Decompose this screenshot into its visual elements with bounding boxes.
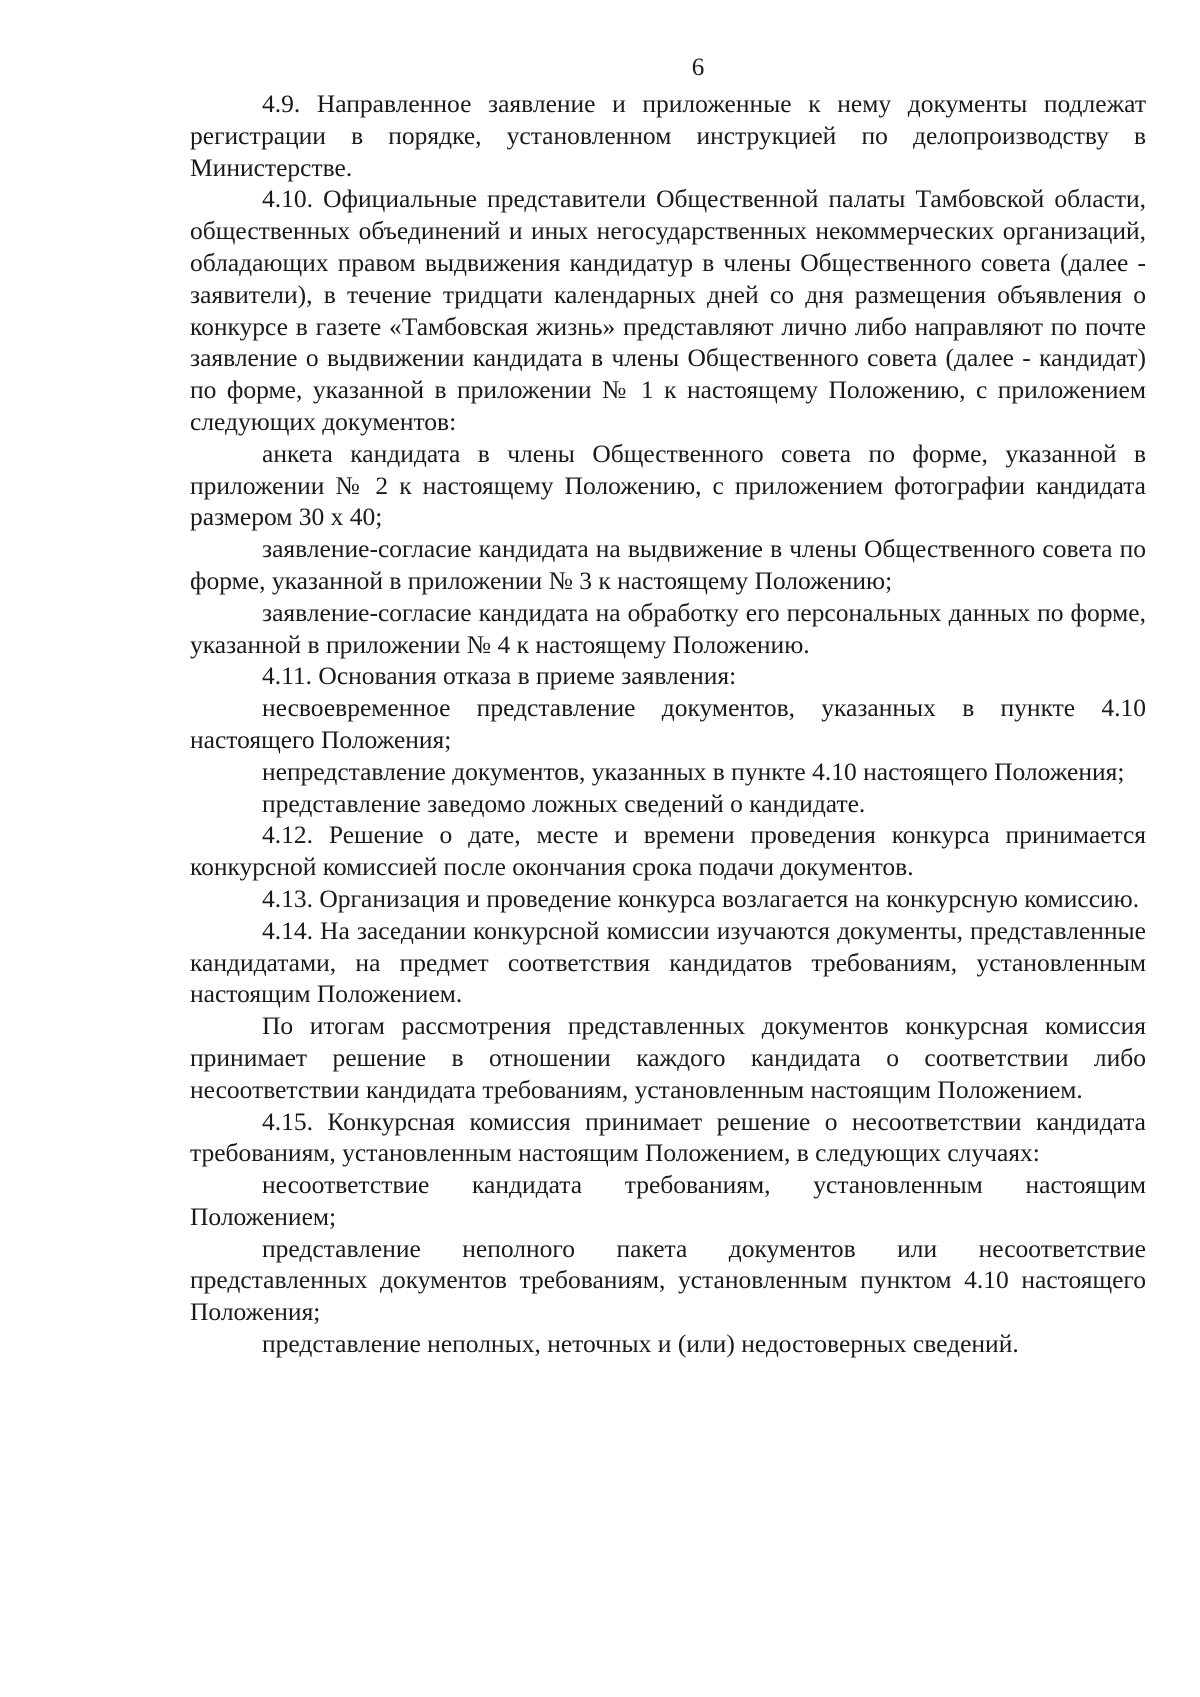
paragraph-review-results: По итогам рассмотрения представленных документов конкурсная комиссия принимает решение в отношении каждого кандидата о соответствии либо несоответствии кандидата требованиям, установленным настоящим Положением. [190, 1011, 1146, 1104]
list-item-inaccurate-information: представление неполных, неточных и (или) недостоверных сведений. [262, 1329, 1019, 1359]
list-item-late-submission: несвоевременное представление документов, указанных в пункте 4.10 настоящего Положения; [190, 693, 1146, 754]
list-item-false-information: представление заведомо ложных сведений о кандидате. [262, 788, 866, 818]
paragraph-4-11: 4.11. Основания отказа в приеме заявления: [262, 661, 737, 691]
paragraph-4-9: 4.9. Направленное заявление и приложенные к нему документы подлежат регистрации в порядке, установленном инструкцией по делопроизводству в Министерстве. [190, 89, 1146, 182]
document-body [190, 88, 1146, 1360]
paragraph-4-13: 4.13. Организация и проведение конкурса возлагается на конкурсную комиссию. [262, 883, 1140, 913]
page-number: 6 [691, 54, 705, 81]
paragraph-4-10: 4.10. Официальные представители Общественной палаты Тамбовской области, общественных объединений и иных негосударственных некоммерческих организаций, обладающих правом выдвижения кандидатур в члены Общественного совета (далее - заявители), в течение тридцати календарных дней со дня размещения объявления о конкурсе в газете «Тамбовская жизнь» представляют лично либо направляют по почте заявление о выдвижении кандидата в члены Общественного совета (далее - кандидат) по форме, указанной в приложении № 1 к настоящему Положению, с приложением следующих документов: [190, 184, 1146, 436]
list-item-requirements-mismatch: несоответствие кандидата требованиям, установленным настоящим Положением; [190, 1170, 1146, 1231]
list-item-consent-nomination: заявление-согласие кандидата на выдвижение в члены Общественного совета по форме, указанной в приложении № 3 к настоящему Положению; [190, 534, 1146, 595]
paragraph-4-14: 4.14. На заседании конкурсной комиссии изучаются документы, представленные кандидатами, на предмет соответствия кандидатов требованиям, установленным настоящим Положением. [190, 915, 1146, 1009]
list-item-incomplete-package: представление неполного пакета документов или несоответствие представленных документов требованиям, установленным пунктом 4.10 настоящего Положения; [190, 1233, 1146, 1327]
paragraph-4-12: 4.12. Решение о дате, месте и времени проведения конкурса принимается конкурсной комиссией после окончания срока подачи документов. [190, 820, 1146, 882]
list-item-questionnaire: анкета кандидата в члены Общественного совета по форме, указанной в приложении № 2 к настоящему Положению, с приложением фотографии кандидата размером 30 х 40; [190, 438, 1146, 532]
list-item-non-submission: непредставление документов, указанных в пункте 4.10 настоящего Положения; [262, 756, 1125, 786]
paragraph-4-15: 4.15. Конкурсная комиссия принимает решение о несоответствии кандидата требованиям, установленным настоящим Положением, в следующих случаях: [190, 1106, 1146, 1168]
list-item-consent-personal-data: заявление-согласие кандидата на обработку его персональных данных по форме, указанной в приложении № 4 к настоящему Положению. [190, 597, 1146, 659]
